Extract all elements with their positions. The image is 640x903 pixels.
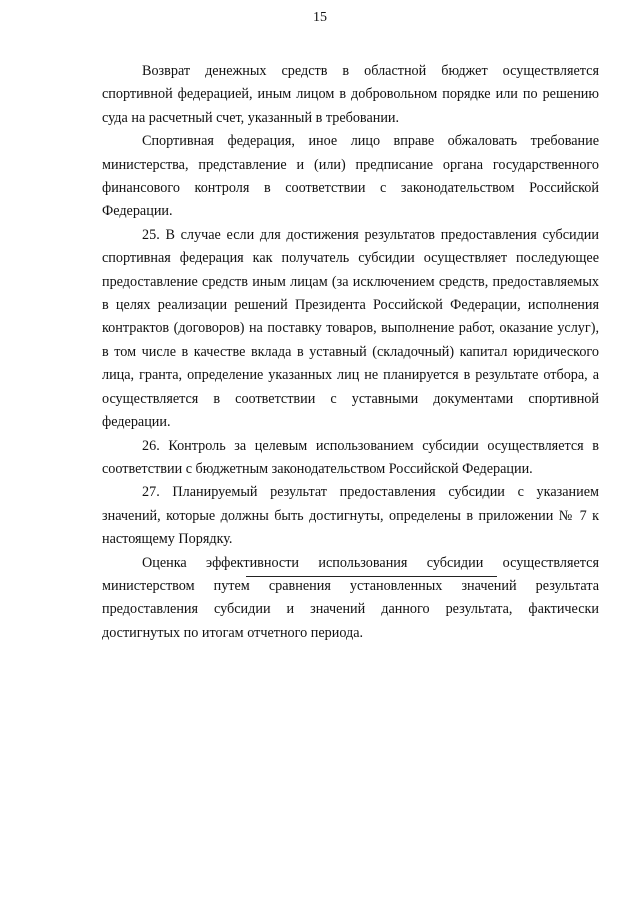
paragraph-refund: Возврат денежных средств в областной бюджет осуществляется спортивной федерацией, иным лицом в добровольном порядке или по решению суда на расчетный счет, указанный в требовании.: [102, 63, 599, 126]
paragraph-25: 25. В случае если для достижения результатов предоставления субсидии спортивная федерация как получатель субсидии осуществляет последующее предоставление средств иным лицам (за исключением средств, предоставляемых в целях реализации решений Президента Российской Федерации, исполнения контрактов (договоров) на поставку товаров, выполнение работ, оказание услуг), в том числе в качестве вклада в уставный (складочный) капитал юридического лица, гранта, определение указанных лиц не планируется в результате отбора, а осуществляется в соответствии с уставными документами спортивной федерации.: [102, 226, 599, 431]
paragraph-26: 26. Контроль за целевым использованием субсидии осуществляется в соответствии с бюджетным законодательством Российской Федерации.: [102, 437, 599, 477]
paragraph-appeal: Спортивная федерация, иное лицо вправе обжаловать требование министерства, представление и (или) предписание органа государственного финансового контроля в соответствии с законодательством Российской Федерации.: [102, 133, 599, 220]
paragraph-27: 27. Планируемый результат предоставления субсидии с указанием значений, которые должны быть достигнуты, определены в приложении № 7 к настоящему Порядку.: [102, 484, 599, 548]
end-of-text-rule: [246, 576, 497, 577]
page-number: 15: [313, 10, 327, 25]
paragraph-evaluation: Оценка эффективности использования субсидии осуществляется министерством путем сравнения установленных значений результата предоставления субсидии и значений данного результата, фактически достигнутых по итогам отчетного периода.: [102, 554, 599, 641]
document-body: [102, 60, 599, 645]
